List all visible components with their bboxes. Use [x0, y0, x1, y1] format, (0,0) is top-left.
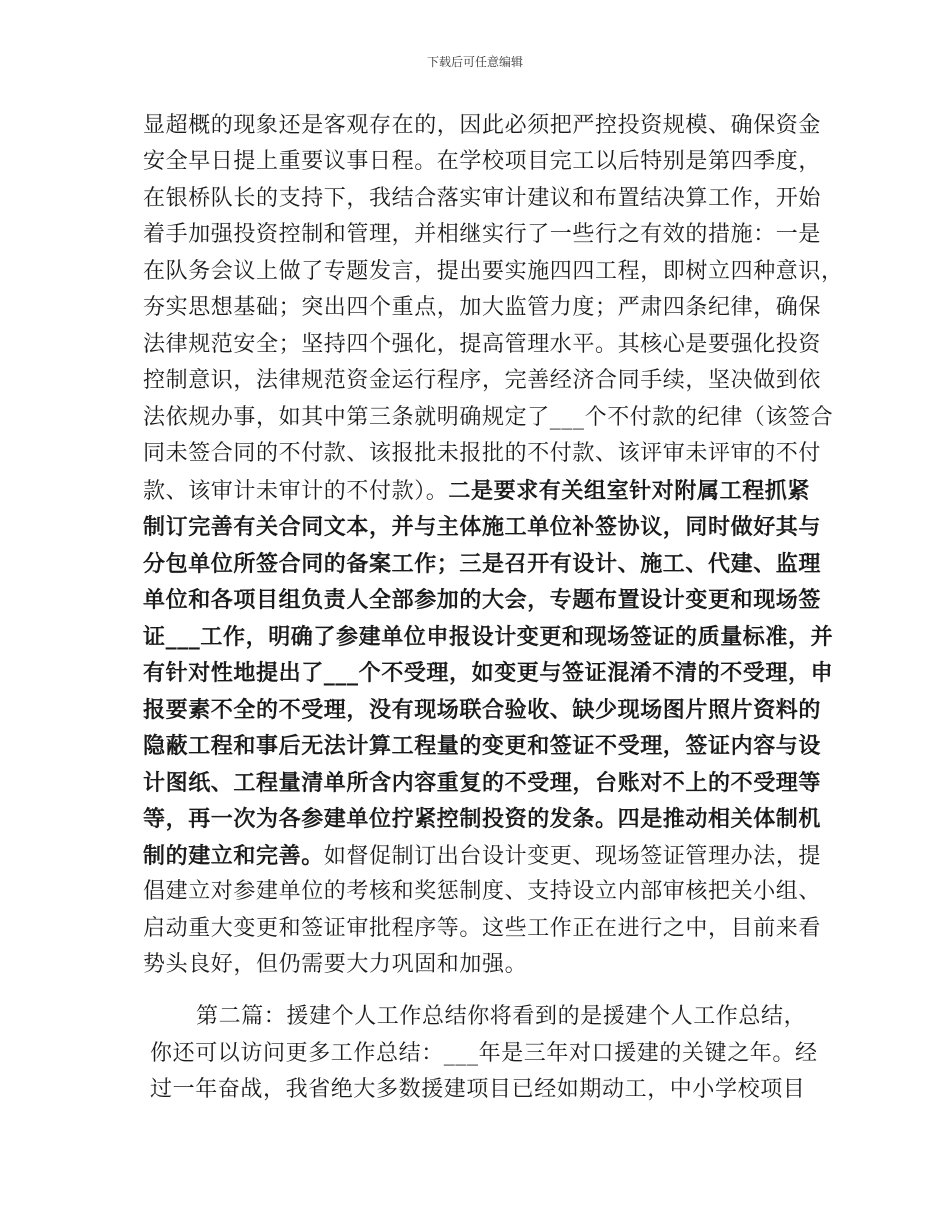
bold-text-line: 单位和各项目组负责人全部参加的大会，专题布置设计变更和现场签	[143, 587, 822, 613]
text-line: 夯实思想基础；突出四个重点，加大监管力度；严肃四条纪律，确保	[143, 295, 822, 320]
text-line: 同未签合同的不付款、该报批未报批的不付款、该评审未评审的不付	[143, 441, 822, 466]
bold-text-line: 证___工作，明确了参建单位申报设计变更和现场签证的质量标准，并	[143, 624, 834, 650]
text-line: 启动重大变更和签证审批程序等。这些工作正在进行之中，目前来看	[143, 916, 822, 941]
text-line: 在队务会议上做了专题发言，提出要实施四四工程，即树立四种意识，	[143, 259, 844, 284]
text-line: 着手加强投资控制和管理，并相继实行了一些行之有效的措施：一是	[143, 222, 822, 247]
text-line: 过一年奋战，我省绝大多数援建项目已经如期动工，中小学校项目	[150, 1077, 806, 1102]
text-line: 法律规范安全；坚持四个强化，提高管理水平。其核心是要强化投资	[143, 332, 822, 357]
text-line: 势头良好，但仍需要大力巩固和加强。	[143, 952, 528, 977]
text-line	[143, 478, 810, 505]
bold-text-span: 制的建立和完善。	[143, 843, 324, 869]
text-span: 款、该审计未审计的不付款）。	[143, 479, 449, 504]
bold-text-line: 制订完善有关合同文本，并与主体施工单位补签协议，同时做好其与	[143, 514, 822, 540]
bold-text-line: 计图纸、工程量清单所含内容重复的不受理，台账对不上的不受理等	[143, 770, 822, 796]
bold-text-span: 二是要求有关组室针对附属工程抓紧	[448, 478, 811, 504]
text-line: 安全早日提上重要议事日程。在学校项目完工以后特别是第四季度，	[143, 149, 822, 174]
bold-text-line: 隐蔽工程和事后无法计算工程量的变更和签证不受理，签证内容与设	[143, 733, 822, 759]
bold-text-line: 报要素不全的不受理，没有现场联合验收、缺少现场图片照片资料的	[143, 697, 822, 723]
text-span: 如督促制订出台设计变更、现场签证管理办法，提	[323, 844, 822, 869]
bold-text-line: 有针对性地提出了___个不受理，如变更与签证混淆不清的不受理，申	[143, 660, 834, 686]
text-line: 显超概的现象还是客观存在的，因此必须把严控投资规模、确保资金	[143, 113, 822, 138]
bold-text-line: 分包单位所签合同的备案工作；三是召开有设计、施工、代建、监理	[143, 551, 822, 577]
text-line: 倡建立对参建单位的考核和奖惩制度、支持设立内部审核把关小组、	[143, 879, 822, 904]
text-line	[143, 843, 821, 870]
page-header: 下载后可任意编辑	[426, 55, 523, 69]
text-line: 在银桥队长的支持下，我结合落实审计建议和布置结决算工作，开始	[143, 186, 822, 211]
text-line: 控制意识，法律规范资金运行程序，完善经济合同手续，坚决做到依	[143, 368, 822, 393]
text-line: 你还可以访问更多工作总结：___年是三年对口援建的关键之年。经	[150, 1041, 818, 1066]
section-heading-line: 第二篇：援建个人工作总结你将看到的是援建个人工作总结，	[196, 1004, 807, 1029]
bold-text-line: 等，再一次为各参建单位拧紧控制投资的发条。四是推动相关体制机	[143, 806, 822, 832]
text-line: 法依规办事，如其中第三条就明确规定了___个不付款的纪律（该签合	[143, 405, 834, 430]
